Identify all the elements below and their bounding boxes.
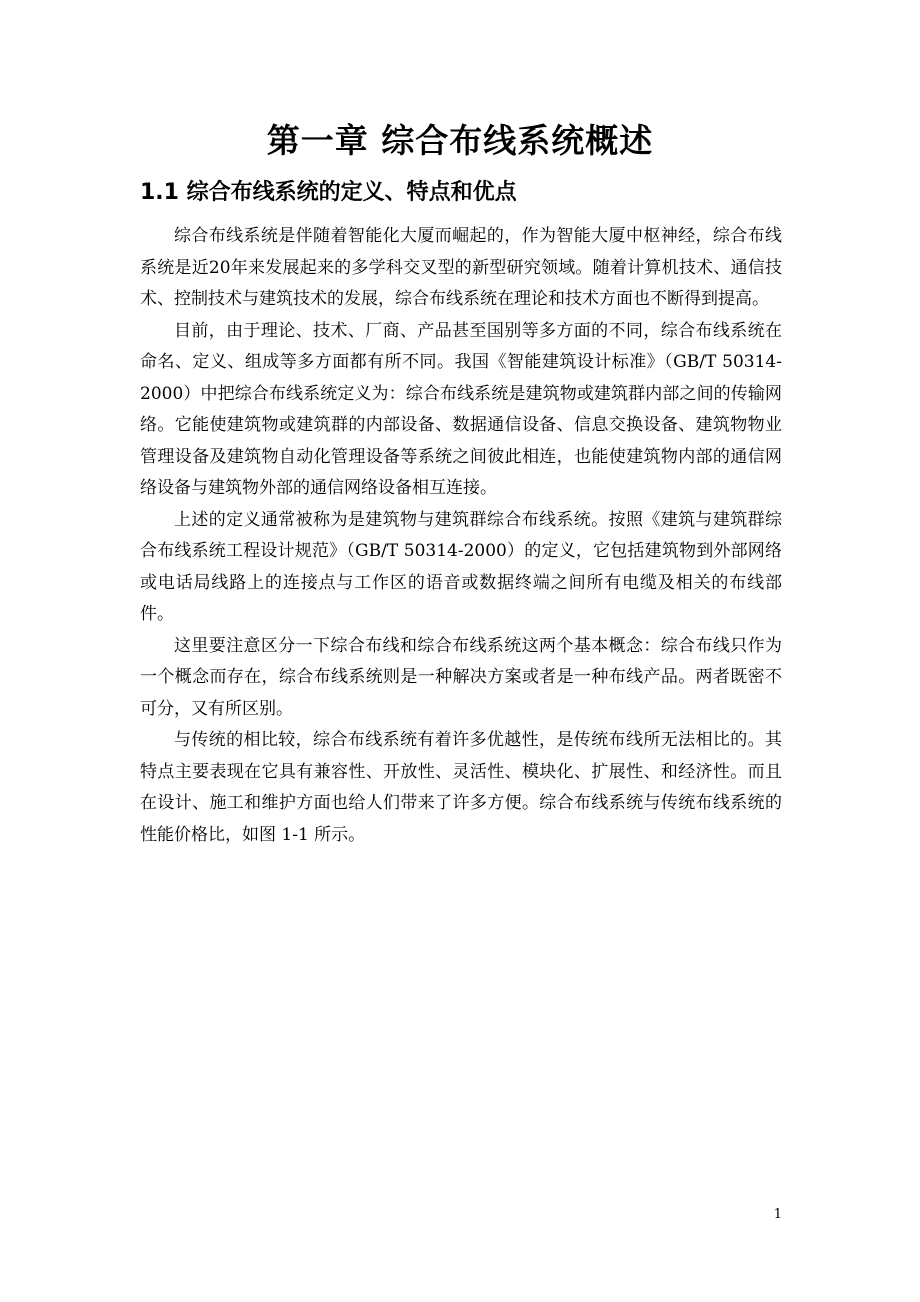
paragraph: 综合布线系统是伴随着智能化大厦而崛起的，作为智能大厦中枢神经，综合布线系统是近20年来发展起来的多学科交叉型的新型研究领域。随着计算机技术、通信技术、控制技术与建筑技术的发展，综合布线系统在理论和技术方面也不断得到提高。: [140, 226, 782, 309]
paragraph: 与传统的相比较，综合布线系统有着许多优越性，是传统布线所无法相比的。其特点主要表现在它具有兼容性、开放性、灵活性、模块化、扩展性、和经济性。而且在设计、施工和维护方面也给人们带来了许多方便。综合布线系统与传统布线系统的性能价格比，如图 1-1 所示。: [140, 730, 782, 845]
body-text: [140, 221, 782, 851]
chapter-title: 第一章 综合布线系统概述: [266, 121, 654, 160]
section-title: 1.1 综合布线系统的定义、特点和优点: [140, 180, 517, 205]
paragraph: 这里要注意区分一下综合布线和综合布线系统这两个基本概念：综合布线只作为一个概念而存在，综合布线系统则是一种解决方案或者是一种布线产品。两者既密不可分，又有所区别。: [140, 635, 782, 719]
paragraph: 上述的定义通常被称为是建筑物与建筑群综合布线系统。按照《建筑与建筑群综合布线系统工程设计规范》（GB/T 50314-2000）的定义，它包括建筑物到外部网络或电话局线路上的连接点与工作区的语音或数据终端之间所有电缆及相关的布线部件。: [140, 509, 782, 624]
page-number: 1: [773, 1207, 782, 1222]
paragraph: 目前，由于理论、技术、厂商、产品甚至国别等多方面的不同，综合布线系统在命名、定义、组成等多方面都有所不同。我国《智能建筑设计标准》（GB/T 50314-2000）中把综合布线系统定义为：综合布线系统是建筑物或建筑群内部之间的传输网络。它能使建筑物或建筑群的内部设备、数据通信设备、信息交换设备、建筑物物业管理设备及建筑物自动化管理设备等系统之间彼此相连，也能使建筑物内部的通信网络设备与建筑物外部的通信网络设备相互连接。: [140, 320, 782, 498]
